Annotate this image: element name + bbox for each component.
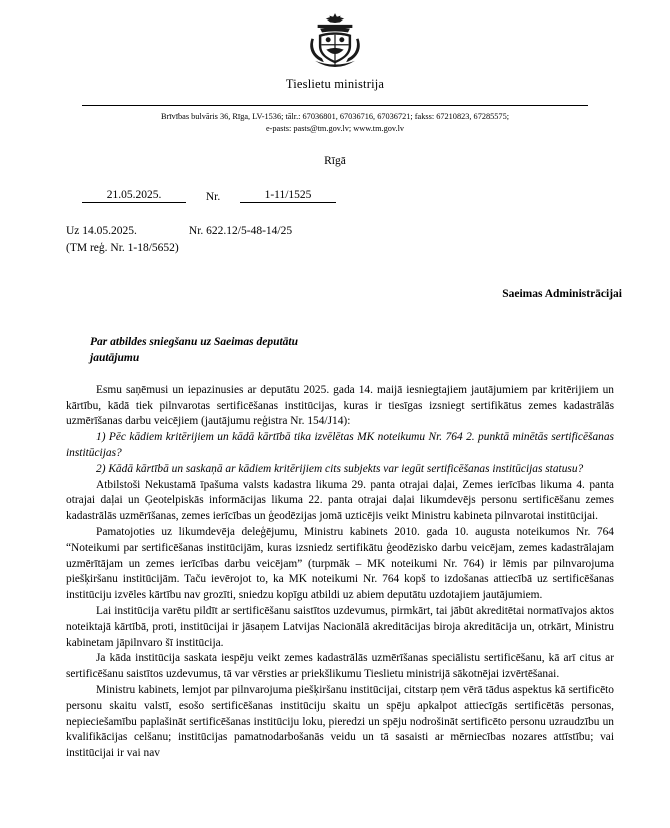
subject-line [0,334,450,367]
reply-date: Uz 14.05.2025. [66,225,137,238]
paragraph: Ja kāda institūcija saskata iespēju veikt zemes kadastrālās uzmērīšanas speciālistu sertificēšanu, kā arī citus ar sertificēšanu saistītos uzdevumus, tā var vērsties ar priekšlikumu Tieslietu ministrijā sākotnējai izvērtēšanai. [66,652,614,681]
paragraph: Atbilstoši Nekustamā īpašuma valsts kadastra likuma 29. panta otrajai daļai, Zemes ierīcības likuma 4. panta otrajai daļai un Ģeotelpiskās informācijas likuma 22. panta otrajai daļai likumdevējs personu sertificēšanu zemes kadastrālās uzmērīšanas, zemes ierīcības un ģeodēzijas jomā uzticējis veikt Ministru kabineta pilnvarotai institūcijai. [66,478,614,523]
contact-line-1: Brīvības bulvāris 36, Rīga, LV-1536; tālr.: 67036801, 67036716, 67036721; fakss: 67210823, 67285575; [160,112,510,121]
subject-line-1: Par atbildes sniegšanu uz Saeimas deputātu [90,335,298,348]
contact-info [0,111,670,135]
paragraph-question-2: 2) Kādā kārtībā un saskaņā ar kādiem kritērijiem cits subjekts var iegūt sertificēšanas institūcijas statusu? [96,462,584,475]
paragraph: Ministru kabinets, lemjot par pilnvarojuma piešķiršanu institūcijai, citstarp ņem vērā tādus aspektus kā sertificēto personu skaitu valstī, esošo sertificēšanas institūciju skaitu un spēju apkalpot attiecīgās sertificētās personas, nepieciešamību paplašināt sertificēšanas institūciju loku, pieredzi un spēju nodrošināt sertificēto personu uzraudzību un kvalifikācijas celšanu; institūcijas pamatnodarbošanās veidu un tā sasaisti ar mērniecības nozares attīstību; vai institūcijai ir vai nav [66,684,614,760]
paragraph-question-1: 1) Pēc kādiem kritērijiem un kādā kārtībā tika izvēlētas MK noteikumu Nr. 764 2. punktā minētās sertificēšanas institūcijas? [66,431,614,460]
city-label: Rīgā [324,155,346,168]
paragraph: Pamatojoties uz likumdevēja deleģējumu, Ministru kabinets 2010. gada 10. augusta noteikumos Nr. 764 “Noteikumi par sertificēšanas institūcijām, kuras izsniedz sertifikātu ģeodēzisko darbu veicējam, zemes kadastrālajam uzmērītājam un zemes ierīcības darbu veicējam” (turpmāk – MK noteikumi Nr. 764) ir lēmis par pilnvarojuma piešķiršanu institūcijām. Taču ievērojot to, ka MK noteikumi Nr. 764 kopš to izdošanas attiecībā uz sertificēšanas institūciju izvēles kārtību nav grozīti, sniedzu kopīgu atbildi uz abiem deputātu uzdotajiem jautājumiem. [66,526,614,602]
contact-line-2: e-pasts: pasts@tm.gov.lv; www.tm.gov.lv [265,124,405,134]
reply-reference-line [66,223,670,240]
paragraph: Lai institūcija varētu pildīt ar sertificēšanu saistītos uzdevumus, pirmkārt, tai jābūt akreditētai normatīvajos aktos noteiktajā kārtībā, proti, institūcijai ir jāsaņem Latvijas Nacionālā akreditācijas biroja akreditācija un, otrkārt, Ministru kabinetam jāpilnvaro šī institūcija. [66,605,614,649]
reply-reference [0,223,670,258]
letterhead [0,0,670,167]
ministry-name: Tieslietu ministrija [285,77,385,91]
document-number: 1-11/1525 [240,189,336,203]
reply-number-label: Nr. [188,225,204,238]
reply-number: 622.12/5-48-14/25 [206,225,293,238]
document-date: 21.05.2025. [82,189,186,203]
letter-body [0,383,670,762]
coat-of-arms-icon [304,10,366,72]
addressee: Saeimas Administrācijai [502,287,622,300]
registration-number: (TM reģ. Nr. 1-18/5652) [66,242,179,255]
reference-line [0,189,670,203]
header-divider [82,105,588,106]
paragraph: Esmu saņēmusi un iepazinusies ar deputātu 2025. gada 14. maijā iesniegtajiem jautājumiem par kritērijiem un kārtību, kādā tiek pilnvarotas sertificēšanas institūcijas, kuras ir tiesīgas izsniegt sertifikātus zemes kadastrālās uzmērīšanas darbu veicējiem (jautājumu reģistra Nr. 154/J14): [66,383,614,428]
subject-line-2: jautājumu [90,352,140,365]
number-label: Nr. [205,191,221,204]
